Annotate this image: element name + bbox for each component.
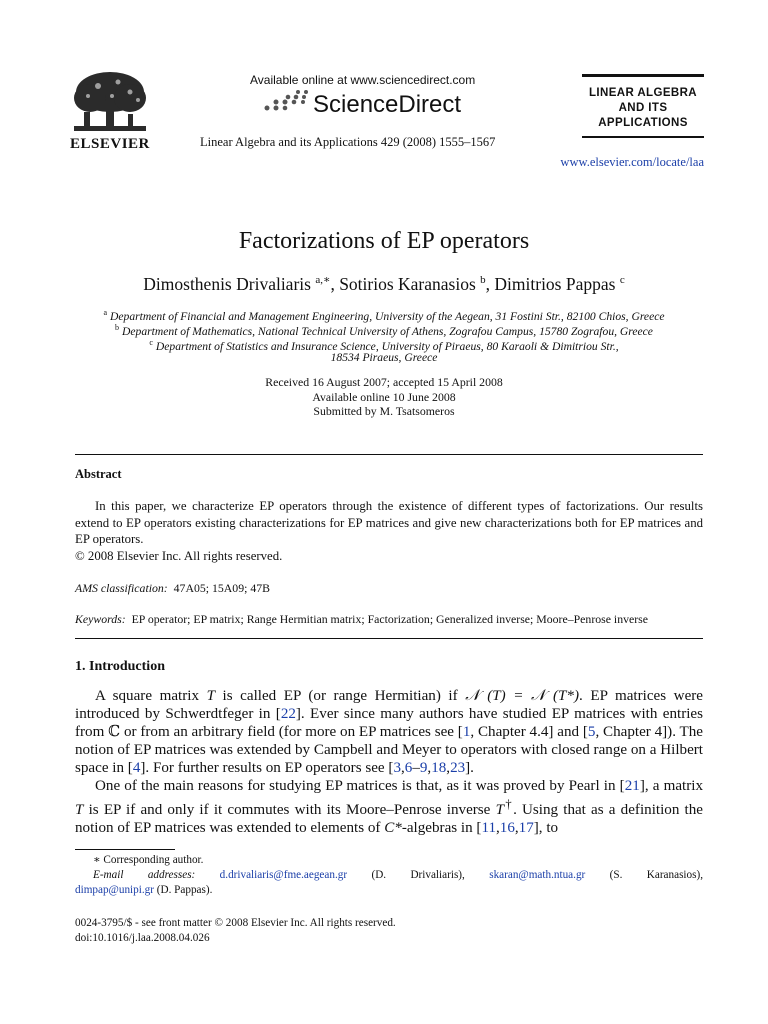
text-run: , Chapter 4.4] and [ [470,724,588,740]
text-run: . Using that as a definition the notion of EP matrices was extended to elements of [75,802,703,837]
front-matter-info [75,916,396,946]
text-run: , [446,760,451,776]
citation-link[interactable]: 17 [518,820,534,837]
keywords-label: Keywords: [75,612,126,626]
journal-title-line: AND ITS [618,102,668,114]
email-addresses-cont [75,883,703,898]
citation-link[interactable]: 11 [481,820,497,837]
text-run: A square matrix [95,688,207,704]
journal-citation: Linear Algebra and its Applications 429 (2008) 1555–1567 [200,135,496,149]
text-run: -algebras in [ [401,820,482,837]
author-affiliation-mark: c [619,274,625,286]
abstract-body [75,498,703,564]
math-symbol: T [206,688,215,704]
publisher-wordmark: ELSEVIER [70,136,150,152]
issn-line: 0024-3795/$ - see front matter © 2008 Elsevier Inc. All rights reserved. [75,917,396,929]
text-run: ], a matrix [639,778,704,794]
journal-url-link[interactable]: www.elsevier.com/locate/laa [560,155,704,169]
sciencedirect-wordmark: ScienceDirect [313,91,462,118]
footnote-rule [75,849,175,850]
math-symbol: C* [384,820,402,837]
affiliation-mark: c [149,338,153,347]
citation-link[interactable]: 5 [587,724,596,740]
citation-link[interactable]: 3 [393,760,401,776]
ams-label: AMS classification: [75,581,168,595]
journal-title [582,77,704,131]
author-affiliation-mark: b [480,274,486,286]
citation-link[interactable]: 9 [419,760,428,776]
math-superscript: † [503,797,514,811]
text-run: , [496,820,500,837]
text-run: , Chapter 4]). The notion of EP matrices was extended by Campbell and Meyer to operators with closed range on a Hilbert space in [ [75,724,703,776]
text-run: ], to [533,820,559,837]
sciencedirect-dots-logo [262,89,312,113]
affiliation-text: Department of Financial and Management Engineering, University of the Aegean, 31 Fostini Str., 82100 Chios, Greece [110,309,665,323]
citation-link[interactable]: 4 [132,760,141,776]
section-heading: 1. Introduction [75,659,165,674]
email-owner: (S. Karanasios), [609,869,704,881]
author-name: Sotirios Karanasios [339,273,476,294]
received-date: Received 16 August 2007; accepted 15 April 2008 [265,375,503,389]
submitted-by: Submitted by M. Tsatsomeros [313,404,455,418]
paragraph [75,777,703,837]
math-symbol: T [75,802,84,819]
text-run: ]. Ever since many authors have studied EP matrices with entries from ℂ or from an arbitrary field (for more on EP matrices see [ [75,706,703,740]
keywords-list: EP operator; EP matrix; Range Hermitian matrix; Factorization; Generalized inverse; Moore–Penrose inverse [131,612,648,626]
citation-link[interactable]: 23 [450,760,466,776]
corresponding-author-note: ∗ Corresponding author. [93,854,204,866]
doi-line: doi:10.1016/j.laa.2008.04.026 [75,932,210,944]
text-run: is EP if and only if it commutes with its Moore–Penrose inverse [83,802,496,819]
author-affiliation-mark: a,∗ [315,274,331,286]
affiliation-text: 18534 Piraeus, Greece [330,351,438,364]
email-link[interactable]: d.drivaliaris@fme.aegean.gr [219,869,348,881]
text-run: is called EP (or range Hermitian) if [214,688,466,704]
text-run: ]. For further results on EP operators see [ [140,760,394,776]
journal-box-bottom-rule [582,136,704,138]
abstract-bottom-rule [75,638,703,639]
citation-link[interactable]: 18 [431,760,447,776]
abstract-heading: Abstract [75,467,122,481]
introduction-body [75,687,703,837]
text-run: . EP matrices were introduced by Schwerdtfeger in [ [75,688,703,722]
affiliation-text: Department of Statistics and Insurance Science, University of Piraeus, 80 Karaoli & Dimitriou Str., [155,339,619,353]
text-run: – [412,760,420,776]
journal-title-box [582,74,704,138]
affiliation-text: Department of Mathematics, National Technical University of Athens, Zografou Campus, 15780 Zografou, Greece [122,324,653,338]
abstract-top-rule [75,454,703,455]
author-name: Dimitrios Pappas [494,273,616,294]
math-symbol: T [495,802,504,819]
paragraph [75,687,703,777]
affiliation [0,350,768,365]
abstract-copyright: © 2008 Elsevier Inc. All rights reserved. [75,548,283,563]
available-online-text: Available online at www.sciencedirect.com [250,73,476,87]
author-name: Dimosthenis Drivaliaris [143,273,311,294]
paper-title: Factorizations of EP operators [238,228,530,254]
email-link[interactable]: dimpap@unipi.gr [75,884,154,896]
text-run: , [400,760,405,776]
email-owner: (D. Drivaliaris), [371,869,465,881]
text-run: , [427,760,432,776]
keywords [75,612,648,627]
text-run: ]. [465,760,474,776]
email-label: E-mail addresses: [93,869,196,881]
online-date: Available online 10 June 2008 [312,389,456,404]
affiliation-mark: a [103,308,108,317]
email-link[interactable]: skaran@math.ntua.gr [489,869,586,881]
citation-link[interactable]: 1 [462,724,471,740]
citation-link[interactable]: 22 [280,706,296,722]
journal-title-line: APPLICATIONS [598,117,688,129]
footnotes [75,853,703,898]
author-list: Dimosthenis Drivaliaris $^{a,∗}$, Sotirios Karanasios $^b$, Dimitrios Pappas $^c$ [143,273,625,294]
affiliation-mark: b [115,323,120,332]
email-owner: (D. Pappas). [156,884,213,896]
citation-link[interactable]: 6 [404,760,413,776]
citation-link[interactable]: 16 [499,820,515,837]
text-run: One of the main reasons for studying EP matrices is that, as it was proved by Pearl in [ [95,778,625,794]
ams-codes: 47A05; 15A09; 47B [173,581,270,595]
ams-classification [75,581,270,596]
math-expression: 𝒩 (T) = 𝒩 (T*) [465,688,580,704]
abstract-text: In this paper, we characterize EP operators through the existence of different types of factorizations. Our results extend to EP operators existing characterizations for EP matrices and give new characterizations both for EP matrices and EP operators. [75,499,703,546]
citation-link[interactable]: 21 [624,778,640,794]
article-history [0,375,768,419]
email-addresses [75,868,703,883]
text-run: , [514,820,519,837]
journal-title-line: LINEAR ALGEBRA [588,87,698,99]
